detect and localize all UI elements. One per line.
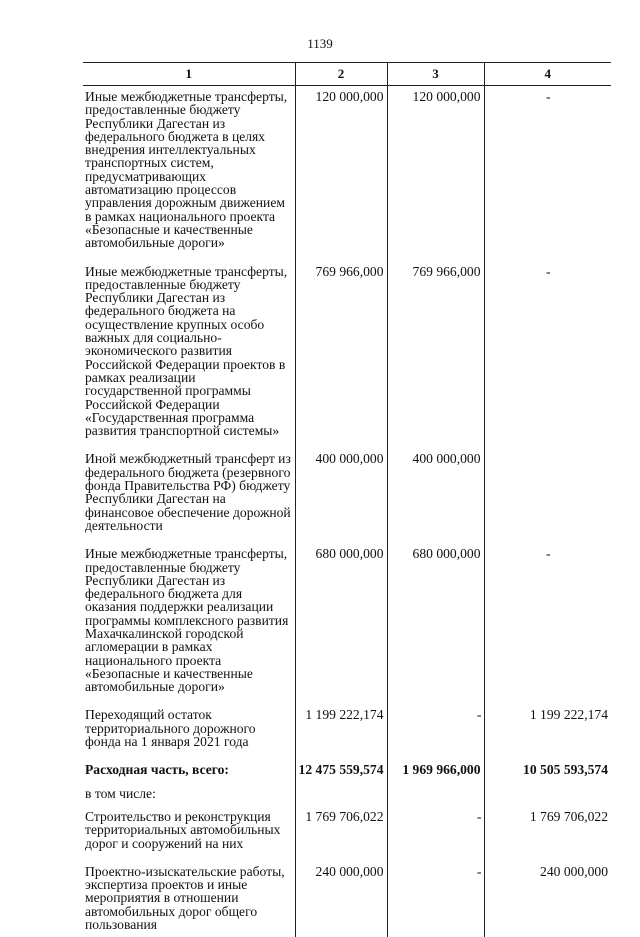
- row-col3: [387, 787, 484, 810]
- column-header-4: 4: [484, 63, 611, 86]
- row-name: Расходная часть, всего:: [85, 762, 229, 778]
- row-col4: [484, 787, 611, 810]
- row-col4: 240 000,000: [484, 865, 611, 937]
- budget-table: [83, 62, 611, 937]
- row-col3: 680 000,000: [387, 547, 484, 708]
- row-name: Проектно-изыскательские работы, экспертиза проектов и иные мероприятия в отношении автомобильных дорог общего пользования: [85, 863, 285, 933]
- row-name: Иной межбюджетный трансферт из федерального бюджета (резервного фонда Правительства РФ) бюджету Республики Дагестан на финансовое обеспечение дорожной деятельности: [85, 451, 291, 533]
- table-header-row: [83, 63, 611, 86]
- total-row: [83, 763, 611, 786]
- table-row: [83, 265, 611, 453]
- row-name: Иные межбюджетные трансферты, предоставленные бюджету Республики Дагестан из федерального бюджета на осуществление крупных особо важных для социально-экономического развития Российской Федерации проектов в рамках реализации государственной программы Российской Федерации «Государственная программа развития транспортной системы»: [85, 263, 288, 439]
- row-col2: 400 000,000: [295, 452, 387, 547]
- row-col3: 769 966,000: [387, 265, 484, 453]
- column-header-1: 1: [83, 63, 295, 86]
- row-col3: 400 000,000: [387, 452, 484, 547]
- column-header-2: 2: [295, 63, 387, 86]
- row-col2: 1 769 706,022: [295, 810, 387, 865]
- table-row: [83, 708, 611, 763]
- row-name: Переходящий остаток территориального дорожного фонда на 1 января 2021 года: [85, 707, 256, 750]
- table-row: [83, 865, 611, 937]
- row-col4: -: [484, 265, 611, 453]
- row-name: в том числе:: [85, 785, 156, 801]
- row-col2: 1 199 222,174: [295, 708, 387, 763]
- row-col3: -: [387, 865, 484, 937]
- row-col3: 120 000,000: [387, 86, 484, 265]
- row-col2: 680 000,000: [295, 547, 387, 708]
- row-col2: 120 000,000: [295, 86, 387, 265]
- row-name: Строительство и реконструкция территориальных автомобильных дорог и сооружений на них: [85, 808, 281, 851]
- table-row: [83, 86, 611, 265]
- row-col4: -: [484, 547, 611, 708]
- row-col4: [484, 452, 611, 547]
- row-col2: 240 000,000: [295, 865, 387, 937]
- row-col4: 1 769 706,022: [484, 810, 611, 865]
- table-row: [83, 452, 611, 547]
- row-col2: 12 475 559,574: [295, 763, 387, 786]
- row-col3: -: [387, 708, 484, 763]
- table-row: [83, 547, 611, 708]
- row-col4: 1 199 222,174: [484, 708, 611, 763]
- page-number: 1139: [307, 36, 333, 51]
- row-col4: -: [484, 86, 611, 265]
- table-row: [83, 810, 611, 865]
- row-col3: -: [387, 810, 484, 865]
- row-name: Иные межбюджетные трансферты, предоставленные бюджету Республики Дагестан из федерального бюджета в целях внедрения интеллектуальных транспортных систем, предусматривающих автоматизацию процессов управления дорожным движением в рамках национального проекта «Безопасные и качественные автомобильные дороги»: [85, 89, 288, 251]
- row-col2: 769 966,000: [295, 265, 387, 453]
- row-name: Иные межбюджетные трансферты, предоставленные бюджету Республики Дагестан из федерального бюджета для оказания поддержки реализации программы комплексного развития Махачкалинской городской агломерации в рамках национального проекта «Безопасные и качественные автомобильные дороги»: [85, 546, 289, 695]
- column-header-3: 3: [387, 63, 484, 86]
- row-col4: 10 505 593,574: [484, 763, 611, 786]
- row-col3: 1 969 966,000: [387, 763, 484, 786]
- subheading-row: [83, 787, 611, 810]
- row-col2: [295, 787, 387, 810]
